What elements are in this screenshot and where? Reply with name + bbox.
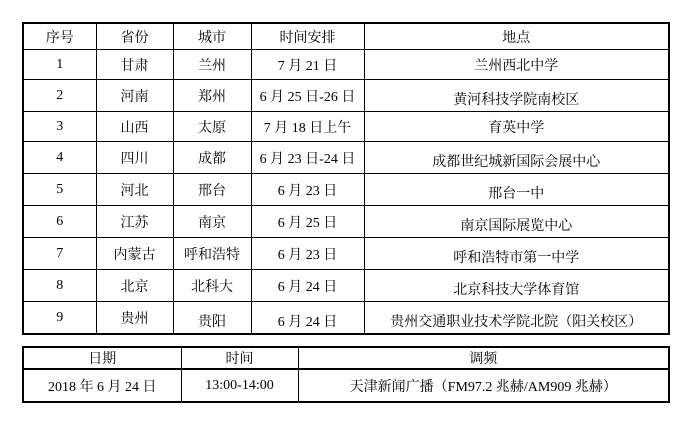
- broadcast-row: [23, 369, 669, 402]
- cell-location: 邢台一中: [364, 174, 669, 206]
- cell-date: 2018 年 6 月 24 日: [23, 369, 181, 402]
- schedule-row: [23, 206, 669, 238]
- cell-seq: 5: [23, 174, 96, 206]
- cell-province: 江苏: [96, 206, 173, 238]
- schedule-row: [23, 270, 669, 302]
- cell-seq: 2: [23, 80, 96, 112]
- cell-province: 山西: [96, 112, 173, 142]
- schedule-row: [23, 238, 669, 270]
- cell-city: 兰州: [173, 50, 251, 80]
- cell-province: 河南: [96, 80, 173, 112]
- cell-schedule: 6 月 23 日: [251, 238, 364, 270]
- cell-schedule: 6 月 24 日: [251, 270, 364, 302]
- cell-location: 南京国际展览中心: [364, 206, 669, 238]
- col-header-province: 省份: [96, 23, 173, 50]
- schedule-row: [23, 112, 669, 142]
- schedule-row: [23, 174, 669, 206]
- cell-seq: 4: [23, 142, 96, 174]
- broadcast-table: [22, 346, 670, 403]
- cell-city: 呼和浩特: [173, 238, 251, 270]
- cell-seq: 7: [23, 238, 96, 270]
- exam-schedule-table: [22, 22, 670, 335]
- schedule-row: [23, 80, 669, 112]
- cell-city: 郑州: [173, 80, 251, 112]
- col-header-date: 日期: [23, 347, 181, 369]
- cell-city: 贵阳: [173, 302, 251, 335]
- cell-time: 13:00-14:00: [181, 369, 298, 402]
- cell-location: 北京科技大学体育馆: [364, 270, 669, 302]
- cell-location: 黄河科技学院南校区: [364, 80, 669, 112]
- cell-city: 南京: [173, 206, 251, 238]
- cell-location: 呼和浩特市第一中学: [364, 238, 669, 270]
- cell-seq: 1: [23, 50, 96, 80]
- cell-city: 邢台: [173, 174, 251, 206]
- cell-city: 成都: [173, 142, 251, 174]
- cell-seq: 9: [23, 302, 96, 335]
- col-header-frequency: 调频: [298, 347, 669, 369]
- cell-province: 甘肃: [96, 50, 173, 80]
- schedule-header-row: [23, 23, 669, 50]
- schedule-row: [23, 50, 669, 80]
- cell-province: 北京: [96, 270, 173, 302]
- cell-seq: 6: [23, 206, 96, 238]
- cell-province: 河北: [96, 174, 173, 206]
- broadcast-header-row: [23, 347, 669, 369]
- cell-province: 内蒙古: [96, 238, 173, 270]
- cell-schedule: 6 月 25 日: [251, 206, 364, 238]
- schedule-row: [23, 142, 669, 174]
- cell-location: 贵州交通职业技术学院北院（阳关校区）: [364, 302, 669, 335]
- cell-schedule: 7 月 18 日上午: [251, 112, 364, 142]
- cell-seq: 8: [23, 270, 96, 302]
- col-header-time: 时间: [181, 347, 298, 369]
- col-header-location: 地点: [364, 23, 669, 50]
- col-header-city: 城市: [173, 23, 251, 50]
- cell-location: 成都世纪城新国际会展中心: [364, 142, 669, 174]
- cell-seq: 3: [23, 112, 96, 142]
- col-header-schedule: 时间安排: [251, 23, 364, 50]
- cell-city: 北科大: [173, 270, 251, 302]
- cell-schedule: 7 月 21 日: [251, 50, 364, 80]
- cell-city: 太原: [173, 112, 251, 142]
- cell-schedule: 6 月 25 日-26 日: [251, 80, 364, 112]
- cell-schedule: 6 月 23 日-24 日: [251, 142, 364, 174]
- cell-location: 育英中学: [364, 112, 669, 142]
- col-header-seq: 序号: [23, 23, 96, 50]
- cell-province: 贵州: [96, 302, 173, 335]
- cell-schedule: 6 月 23 日: [251, 174, 364, 206]
- cell-province: 四川: [96, 142, 173, 174]
- cell-location: 兰州西北中学: [364, 50, 669, 80]
- cell-frequency: 天津新闻广播（FM97.2 兆赫/AM909 兆赫）: [298, 369, 669, 402]
- schedule-row: [23, 302, 669, 335]
- cell-schedule: 6 月 24 日: [251, 302, 364, 335]
